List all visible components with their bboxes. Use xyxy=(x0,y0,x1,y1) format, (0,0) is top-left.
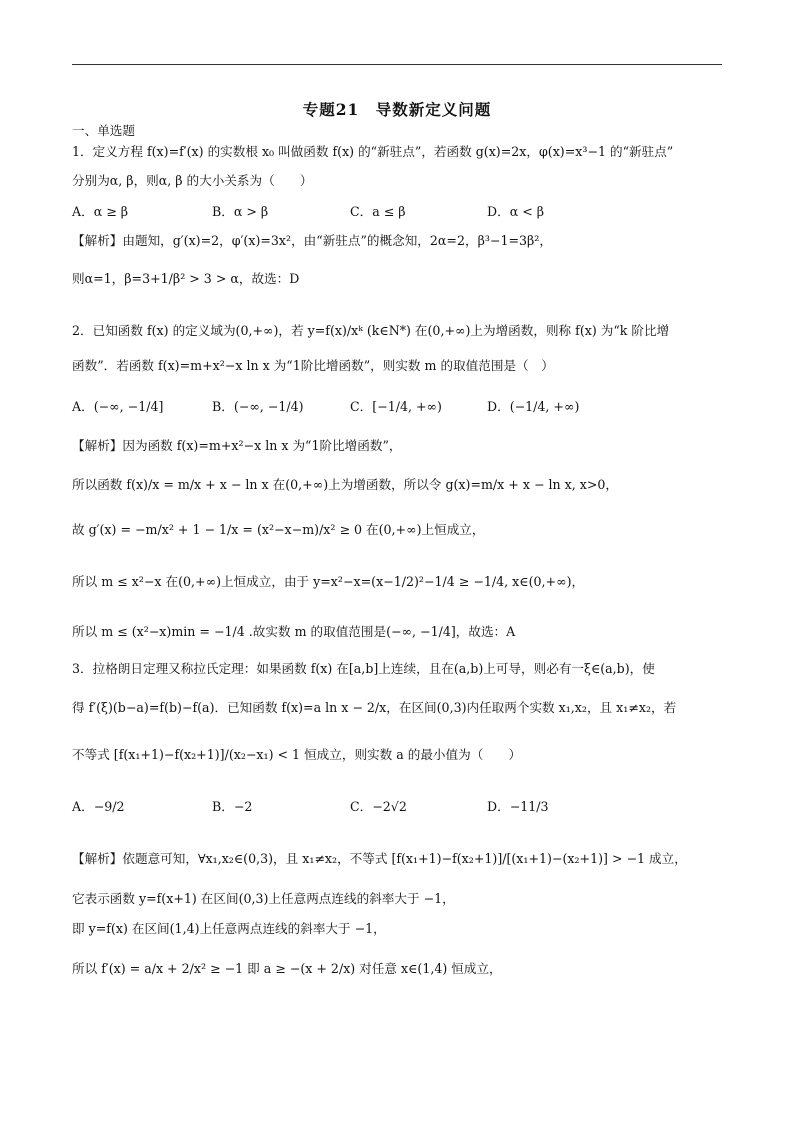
header-rule xyxy=(72,64,722,65)
section-heading: 一、单选题 xyxy=(72,123,135,138)
q3-stem-line3: 不等式 [f(x₁+1)−f(x₂+1)]/(x₂−x₁) < 1 恒成立，则实数 a 的最小值为（ ） xyxy=(72,747,522,762)
q3-solution-line2: 它表示函数 y=f(x+1) 在区间(0,3)上任意两点连线的斜率大于 −1， xyxy=(72,891,455,906)
q2-choice-c: C．[−1/4, +∞) xyxy=(350,399,442,414)
q3-choice-c: C．−2√2 xyxy=(350,799,407,814)
q3-choice-d: D．−11/3 xyxy=(487,799,549,814)
q3-solution-line4: 所以 f′(x) = a/x + 2/x² ≥ −1 即 a ≥ −(x + 2/x) 对任意 x∈(1,4) 恒成立， xyxy=(72,961,502,976)
q2-stem-line1: 2．已知函数 f(x) 的定义域为(0,+∞)，若 y=f(x)/xᵏ (k∈N*) 在(0,+∞)上为增函数，则称 f(x) 为“k 阶比增 xyxy=(72,323,670,338)
q2-choice-d: D．(−1/4, +∞) xyxy=(487,399,580,414)
q2-choice-b: B．(−∞, −1/4) xyxy=(212,399,304,414)
q2-solution-line5: 所以 m ≤ (x²−x)min = −1/4 .故实数 m 的取值范围是(−∞, −1/4]，故选：A xyxy=(72,624,516,639)
q2-choice-a: A．(−∞, −1/4] xyxy=(72,399,164,414)
q1-stem-line1: 1．定义方程 f(x)=f′(x) 的实数根 x₀ 叫做函数 f(x) 的“新驻点”，若函数 g(x)=2x，φ(x)=x³−1 的“新驻点” xyxy=(72,144,674,159)
q1-choice-c: C．a ≤ β xyxy=(350,204,406,219)
q3-stem-line1: 3．拉格朗日定理又称拉氏定理：如果函数 f(x) 在[a,b]上连续，且在(a,b)上可导，则必有一ξ∈(a,b)，使 xyxy=(72,661,655,676)
q3-choice-b: B．−2 xyxy=(212,799,253,814)
q2-solution-line2: 所以函数 f(x)/x = m/x + x − ln x 在(0,+∞)上为增函数，所以令 g(x)=m/x + x − ln x, x>0， xyxy=(72,477,619,492)
q2-solution-line1: 【解析】因为函数 f(x)=m+x²−x ln x 为“1阶比增函数”， xyxy=(72,438,402,453)
q3-solution-line1: 【解析】依题意可知，∀x₁,x₂∈(0,3)，且 x₁≠x₂，不等式 [f(x₁+1)−f(x₂+1)]/[(x₁+1)−(x₂+1)] > −1 成立， xyxy=(72,851,687,866)
q3-stem-line2: 得 f′(ξ)(b−a)=f(b)−f(a)．已知函数 f(x)=a ln x − 2/x，在区间(0,3)内任取两个实数 x₁,x₂，且 x₁≠x₂，若 xyxy=(72,700,677,715)
q1-solution-line2: 则α=1，β=3+1/β² > 3 > α，故选：D xyxy=(72,271,300,286)
q3-solution-line3: 即 y=f(x) 在区间(1,4)上任意两点连线的斜率大于 −1， xyxy=(72,921,386,936)
q1-choice-b: B．α > β xyxy=(212,204,269,219)
q2-solution-line4: 所以 m ≤ x²−x 在(0,+∞)上恒成立，由于 y=x²−x=(x−1/2)²−1/4 ≥ −1/4, x∈(0,+∞)， xyxy=(72,574,585,589)
page-title: 专题21 导数新定义问题 xyxy=(302,100,492,119)
q1-stem-line2: 分别为α, β，则α, β 的大小关系为（ ） xyxy=(72,173,313,188)
q1-choice-a: A．α ≥ β xyxy=(72,204,129,219)
q1-solution-line1: 【解析】由题知，g′(x)=2，φ′(x)=3x²，由“新驻点”的概念知，2α=2，β³−1=3β²， xyxy=(72,233,552,248)
q3-choice-a: A．−9/2 xyxy=(72,799,125,814)
q2-solution-line3: 故 g′(x) = −m/x² + 1 − 1/x = (x²−x−m)/x² ≥ 0 在(0,+∞)上恒成立， xyxy=(72,522,485,537)
q2-stem-line2: 函数”．若函数 f(x)=m+x²−x ln x 为“1阶比增函数”，则实数 m 的取值范围是（ ） xyxy=(72,358,554,373)
q1-choice-d: D．α < β xyxy=(487,204,545,219)
